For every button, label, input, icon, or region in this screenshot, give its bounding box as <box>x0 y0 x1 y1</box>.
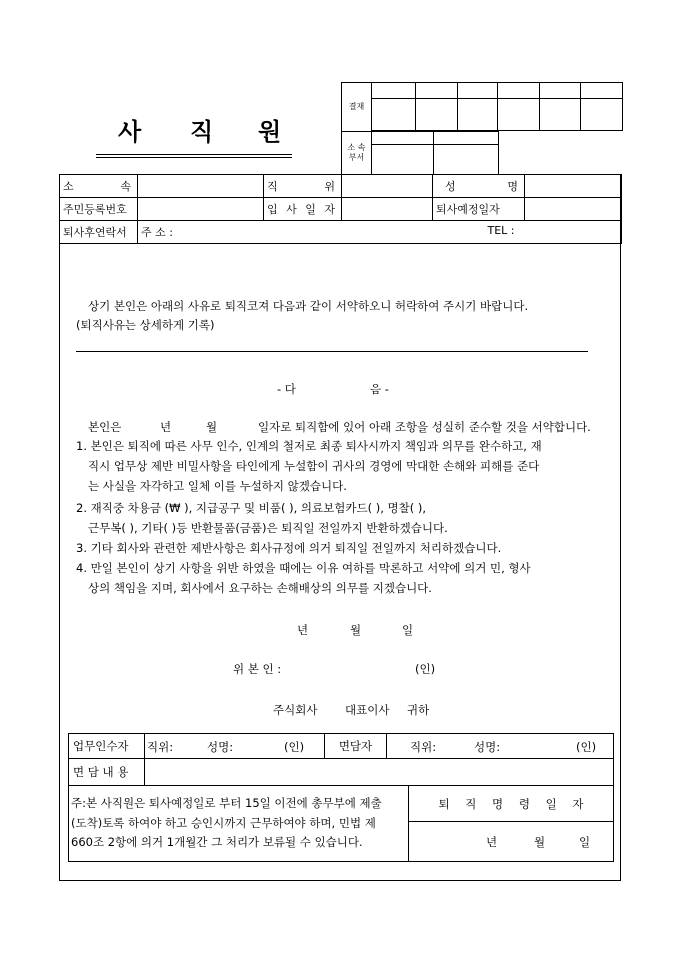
receiver-position: 직위: <box>147 740 174 754</box>
interviewer-field[interactable] <box>387 734 614 759</box>
approval-cell[interactable] <box>372 83 416 99</box>
leave-date-label: 퇴사예정일자 <box>433 198 525 221</box>
name-label: 성 명 <box>433 175 525 198</box>
note-line-3: 660조 2항에 의거 1개월간 그 처리가 보류될 수 있습니다. <box>71 835 363 850</box>
interview-content-field[interactable] <box>145 759 614 786</box>
item-1-line-2: 직시 업무상 제반 비밀사항을 타인에게 누설함이 귀사의 경영에 막대한 손해와 피해를 준다 <box>88 459 540 473</box>
item-2-line-1: 2. 재직중 차용금 (₩ ), 지급공구 및 비품( ), 의료보험카드( ), 명찰( ), <box>76 501 427 515</box>
next-heading-b: 음 - <box>370 382 389 396</box>
title-char-2: 직 <box>190 118 214 146</box>
order-year: 년 <box>486 835 498 849</box>
leave-date-field[interactable] <box>525 198 622 221</box>
request-line-2: (퇴직사유는 상세하게 기록) <box>76 318 215 332</box>
dept-approval-sign[interactable] <box>434 145 499 175</box>
interviewer-position: 직위: <box>410 740 437 754</box>
addressee-honor: 귀하 <box>407 703 430 717</box>
title-char-1: 사 <box>118 118 142 146</box>
item-4-line-2: 상의 책임을 지며, 회사에서 요구하는 손해배상의 의무를 지겠습니다. <box>88 581 432 595</box>
approval-sign-cell[interactable] <box>458 99 498 131</box>
dept-approval-cell[interactable] <box>434 132 499 145</box>
contact-field[interactable] <box>138 221 622 244</box>
approval-grid <box>341 82 623 132</box>
order-month: 월 <box>534 835 546 849</box>
interview-content-label: 면 담 내 용 <box>69 759 145 786</box>
dept-approval-grid <box>341 131 499 175</box>
signer-label: 위 본 인 : <box>233 662 282 676</box>
dept-approval-cell[interactable] <box>372 132 434 145</box>
position-label: 직 위 <box>264 175 342 198</box>
position-field[interactable] <box>342 175 433 198</box>
date-year: 년 <box>297 623 309 637</box>
order-day: 일 <box>579 835 591 849</box>
approval-label: 결재 <box>342 83 372 132</box>
item-2-line-2: 근무복( ), 기타( )등 반환물품(금품)은 퇴직일 전일까지 반환하겠습니다. <box>88 521 448 535</box>
approval-sign-cell[interactable] <box>372 99 416 131</box>
approval-cell[interactable] <box>416 83 458 99</box>
date-day: 일 <box>402 623 414 637</box>
receiver-seal: (인) <box>284 740 305 754</box>
note-cell <box>69 786 409 862</box>
contact-label: 퇴사후연락서 <box>60 221 138 244</box>
note-line-1: 주:본 사직원은 퇴사예정일로 부터 15일 이전에 총무부에 제출 <box>71 796 382 811</box>
address-label: 주 소 : <box>141 226 173 239</box>
title-underline-1 <box>96 154 292 155</box>
note-line-2: (도착)토록 하여야 하고 승인시까지 근무하여야 하며, 민법 제 <box>71 815 376 830</box>
next-heading-a: - 다 <box>277 382 296 396</box>
dept-approval-sign[interactable] <box>372 145 434 175</box>
item-1-line-3: 는 사실을 자각하고 일체 이를 누설하지 않겠습니다. <box>88 479 347 493</box>
oath-prefix: 본인은 <box>88 420 122 434</box>
employee-info-table <box>59 174 622 244</box>
oath-year: 년 <box>160 420 172 434</box>
receiver-name: 성명: <box>207 740 234 754</box>
note-table <box>68 785 614 862</box>
item-4-line-1: 4. 만일 본인이 상기 사항을 위반 하였을 때에는 이유 여하를 막론하고 서약에 의거 민, 형사 <box>76 561 531 575</box>
approval-cell[interactable] <box>498 83 540 99</box>
order-date-field[interactable] <box>409 822 614 862</box>
name-field[interactable] <box>525 175 622 198</box>
interviewer-name: 성명: <box>474 740 501 754</box>
join-date-label: 입 사 일 자 <box>264 198 342 221</box>
approval-cell[interactable] <box>540 83 581 99</box>
dept-field[interactable] <box>138 175 264 198</box>
approval-sign-cell[interactable] <box>498 99 540 131</box>
interviewer-label: 면담자 <box>325 734 387 759</box>
approval-sign-cell[interactable] <box>540 99 581 131</box>
order-date-label: 퇴 직 명 령 일 자 <box>409 786 614 822</box>
oath-rest: 일자로 퇴직함에 있어 아래 조항을 성실히 준수할 것을 서약합니다. <box>258 420 591 434</box>
date-month: 월 <box>350 623 362 637</box>
receiver-field[interactable] <box>145 734 325 759</box>
dept-approval-label: 소 속 부서 <box>342 132 372 175</box>
approval-cell[interactable] <box>458 83 498 99</box>
signer-seal[interactable]: (인) <box>415 662 436 676</box>
reason-underline[interactable] <box>76 351 588 352</box>
receiver-label: 업무인수자 <box>69 734 145 759</box>
resident-field[interactable] <box>138 198 264 221</box>
tel-label: TEL : <box>487 224 515 237</box>
dept-label: 소 속 <box>60 175 138 198</box>
item-1-line-1: 1. 본인은 퇴직에 따른 사무 인수, 인계의 철저로 최종 퇴사시까지 책임과 의무를 완수하고, 재 <box>76 439 542 453</box>
join-date-field[interactable] <box>342 198 433 221</box>
title-char-3: 원 <box>258 118 282 146</box>
resident-label: 주민등록번호 <box>60 198 138 221</box>
item-3: 3. 기타 회사와 관련한 제반사항은 회사규정에 의거 퇴직일 전일까지 처리하겠습니다. <box>76 541 502 555</box>
oath-month: 월 <box>206 420 218 434</box>
title-underline-2 <box>96 157 292 158</box>
handover-table <box>68 733 614 786</box>
addressee-ceo: 대표이사 <box>345 703 390 717</box>
approval-sign-cell[interactable] <box>581 99 623 131</box>
addressee-company: 주식회사 <box>273 703 318 717</box>
request-line-1: 상기 본인은 아래의 사유로 퇴직코져 다음과 같이 서약하오니 허락하여 주시기 바랍니다. <box>88 299 529 313</box>
approval-cell[interactable] <box>581 83 623 99</box>
approval-sign-cell[interactable] <box>416 99 458 131</box>
interviewer-seal: (인) <box>576 740 597 754</box>
